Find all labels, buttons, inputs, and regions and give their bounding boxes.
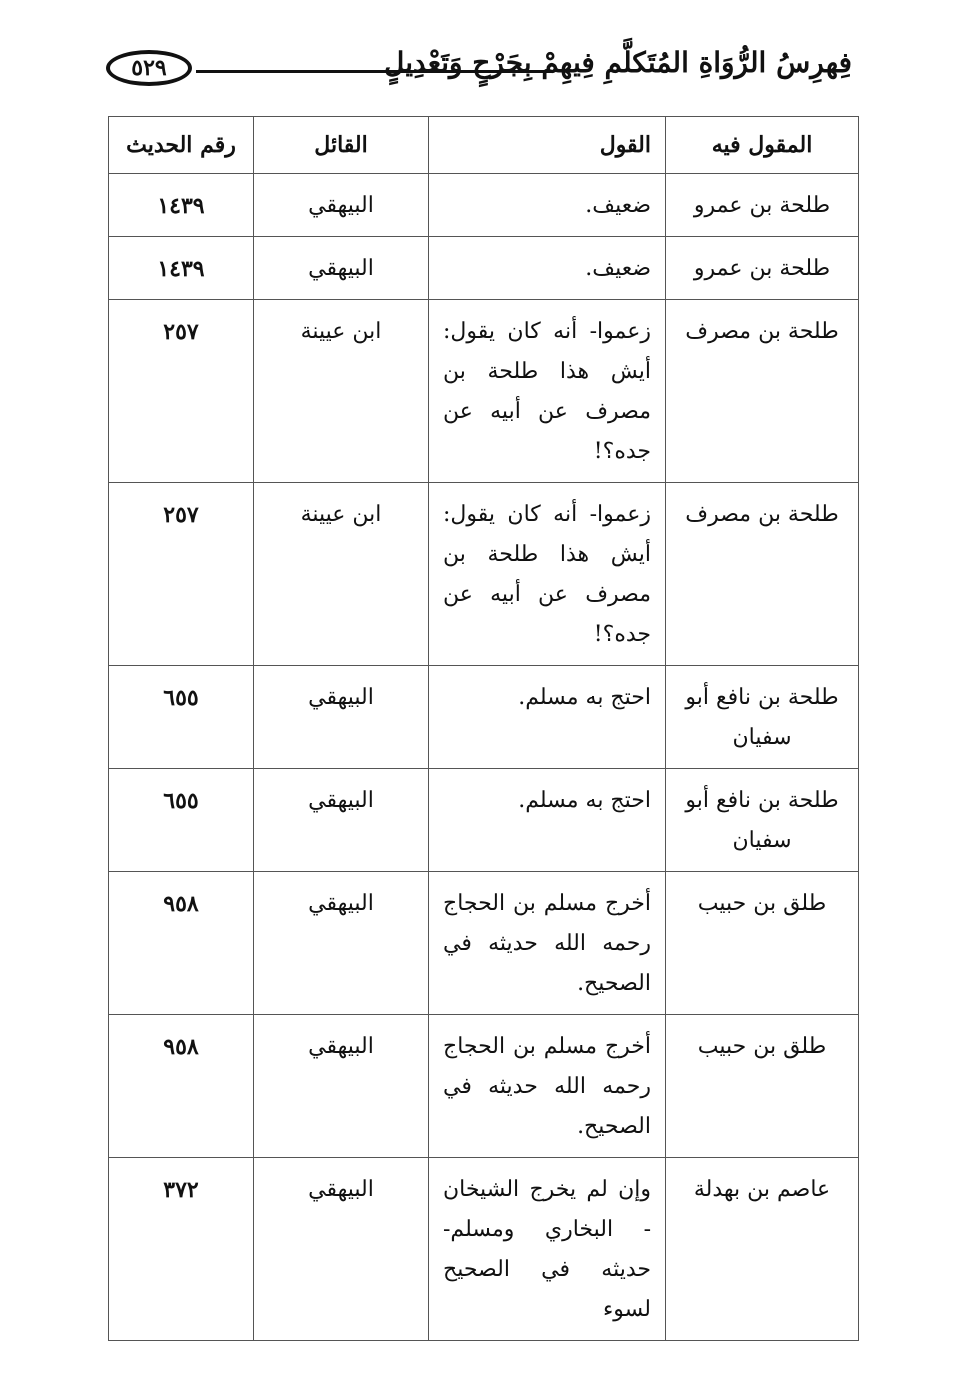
table-row — [109, 1015, 859, 1158]
cell-hadith-number: ٢٥٧ — [109, 483, 254, 666]
cell-subject: طلق بن حبيب — [666, 1015, 859, 1158]
table-header-row — [109, 117, 859, 174]
cell-speaker: البيهقي — [254, 174, 429, 237]
cell-subject: عاصم بن بهدلة — [666, 1158, 859, 1341]
table-row — [109, 666, 859, 769]
cell-subject: طلحة بن نافع أبو سفيان — [666, 666, 859, 769]
cell-speaker: البيهقي — [254, 666, 429, 769]
cell-speaker: البيهقي — [254, 1158, 429, 1341]
cell-quote: ضعيف. — [429, 237, 666, 300]
running-title: فِهرِسُ الرُّوَاةِ المُتَكلَّمِ فِيهِمْ بِجَرْحٍ وَتَعْدِيلٍ — [384, 46, 852, 79]
table-row — [109, 1158, 859, 1341]
cell-speaker: البيهقي — [254, 237, 429, 300]
cell-hadith-number: ١٤٣٩ — [109, 237, 254, 300]
table-row — [109, 872, 859, 1015]
column-header-speaker: القائل — [254, 117, 429, 174]
column-header-hadith-number: رقم الحديث — [109, 117, 254, 174]
page-number-oval — [106, 50, 192, 86]
cell-subject: طلحة بن مصرف — [666, 483, 859, 666]
cell-quote: زعموا- أنه كان يقول: أيش هذا طلحة بن مصرف عن أبيه عن جده؟! — [429, 300, 666, 483]
cell-hadith-number: ٩٥٨ — [109, 1015, 254, 1158]
cell-hadith-number: ٢٥٧ — [109, 300, 254, 483]
cell-subject: طلحة بن عمرو — [666, 237, 859, 300]
cell-quote: زعموا- أنه كان يقول: أيش هذا طلحة بن مصرف عن أبيه عن جده؟! — [429, 483, 666, 666]
table-row — [109, 174, 859, 237]
cell-subject: طلحة بن عمرو — [666, 174, 859, 237]
cell-speaker: ابن عيينة — [254, 483, 429, 666]
cell-speaker: البيهقي — [254, 769, 429, 872]
table-row — [109, 237, 859, 300]
cell-subject: طلحة بن مصرف — [666, 300, 859, 483]
table-row — [109, 769, 859, 872]
cell-quote: أخرج مسلم بن الحجاج رحمه الله حديثه في الصحيح. — [429, 872, 666, 1015]
cell-hadith-number: ٩٥٨ — [109, 872, 254, 1015]
page-number: ٥٢٩ — [131, 55, 167, 81]
cell-quote: احتج به مسلم. — [429, 666, 666, 769]
cell-subject: طلحة بن نافع أبو سفيان — [666, 769, 859, 872]
cell-speaker: البيهقي — [254, 872, 429, 1015]
narrators-table — [108, 116, 859, 1341]
cell-hadith-number: ٣٧٢ — [109, 1158, 254, 1341]
table-row — [109, 300, 859, 483]
cell-quote: ضعيف. — [429, 174, 666, 237]
cell-hadith-number: ٦٥٥ — [109, 666, 254, 769]
cell-subject: طلق بن حبيب — [666, 872, 859, 1015]
cell-speaker: ابن عيينة — [254, 300, 429, 483]
cell-quote: وإن لم يخرج الشيخان - البخاري ومسلم- حديثه في الصحيح لسوء — [429, 1158, 666, 1341]
column-header-quote: القول — [429, 117, 666, 174]
page-header — [100, 40, 852, 102]
cell-hadith-number: ١٤٣٩ — [109, 174, 254, 237]
cell-quote: احتج به مسلم. — [429, 769, 666, 872]
table-row — [109, 483, 859, 666]
cell-hadith-number: ٦٥٥ — [109, 769, 254, 872]
cell-quote: أخرج مسلم بن الحجاج رحمه الله حديثه في الصحيح. — [429, 1015, 666, 1158]
cell-speaker: البيهقي — [254, 1015, 429, 1158]
column-header-subject: المقول فيه — [666, 117, 859, 174]
